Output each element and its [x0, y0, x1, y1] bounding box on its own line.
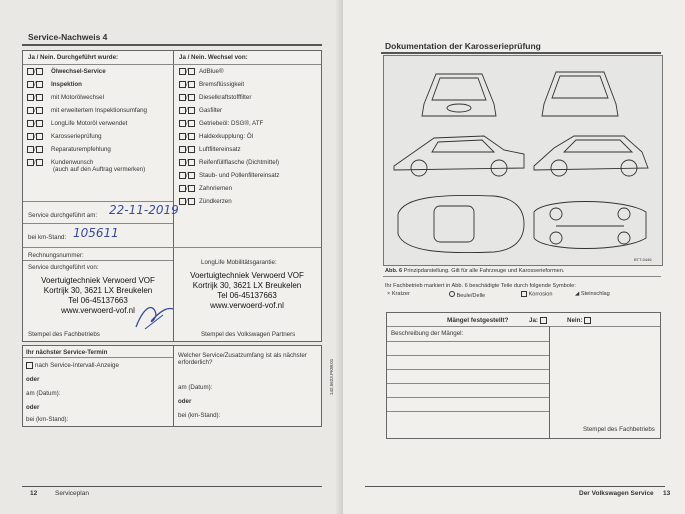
footer-left: Serviceplan: [55, 490, 89, 497]
col1-item: (auch auf den Auftrag vermerken): [53, 166, 146, 173]
defects-stamp-label: Stempel des Fachbetriebs: [583, 426, 655, 433]
symbol-dent: Beule/Delle: [449, 291, 485, 299]
checkbox-icon[interactable]: /: [27, 159, 43, 166]
checkbox-icon[interactable]: /: [179, 120, 195, 127]
spine-code: 142.5623.PKW.01: [329, 358, 334, 395]
km-label: bei km-Stand:: [28, 234, 67, 241]
bei-km-left: bei (km-Stand):: [26, 416, 69, 423]
invoice-label: Rechnungsnummer:: [28, 252, 84, 259]
stamp-right: Voertuigtechniek Verwoerd VOF Kortrijk 30, 3621 LX Breukelen Tel 06-45137663 www.verwoerd-vof.nl: [190, 271, 304, 310]
km-value[interactable]: 105611: [73, 226, 119, 240]
fig-code: BTT-0446: [634, 257, 652, 262]
col1-header: Ja / Nein. Durchgeführt wurde:: [28, 54, 119, 61]
col2-item: Getriebeöl: DSG®, ATF: [199, 120, 264, 127]
symbol-scratch: × Kratzer: [387, 291, 410, 297]
col2-item: Dieselkraftstofffilter: [199, 94, 252, 101]
car-outline-diagram: [384, 56, 662, 265]
oder-3: oder: [178, 398, 192, 405]
checkbox-icon[interactable]: /: [27, 146, 43, 153]
service-date-value[interactable]: 22-11-2019: [109, 203, 179, 217]
oder-1: oder: [26, 376, 40, 383]
right-page: [343, 0, 685, 514]
col1-item[interactable]: Reparaturempfehlung: [51, 146, 111, 153]
defects-label: Mängel festgestellt?: [447, 317, 509, 324]
checkbox-icon[interactable]: /: [179, 172, 195, 179]
next-service-table: [22, 345, 322, 427]
checkbox-icon[interactable]: /: [179, 107, 195, 114]
checkbox-icon[interactable]: /: [27, 133, 43, 140]
car-figure: [383, 55, 663, 266]
col1-item[interactable]: Inspektion: [51, 81, 82, 88]
fig-caption: Abb. 6 Prinzipdarstellung. Gilt für alle Fahrzeuge und Karosserieformen.: [385, 268, 565, 274]
longlife-label: LongLife Mobilitätsgarantie:: [201, 259, 277, 266]
am-datum-left: am (Datum):: [26, 390, 61, 397]
page-title: Service-Nachweis 4: [28, 32, 108, 42]
checkbox-icon[interactable]: /: [179, 133, 195, 140]
footer-right: Der Volkswagen Service: [579, 490, 654, 497]
col2-item: Staub- und Pollenfiltereinsatz: [199, 172, 280, 179]
oder-2: oder: [26, 404, 40, 411]
am-datum-right: am (Datum):: [178, 384, 213, 391]
checkbox-icon[interactable]: /: [27, 94, 43, 101]
checkbox-icon[interactable]: /: [179, 159, 195, 166]
col1-item[interactable]: mit erweitertem Inspektionsumfang: [51, 107, 147, 114]
col2-header: Ja / Nein. Wechsel von:: [179, 54, 248, 61]
stamp-label-right: Stempel des Volkswagen Partners: [201, 331, 296, 338]
defects-yes[interactable]: Ja:: [529, 317, 547, 324]
checkbox-icon[interactable]: /: [27, 81, 43, 88]
checkbox-icon[interactable]: /: [27, 120, 43, 127]
col2-item: Gasfilter: [199, 107, 223, 114]
page-number-right: 13: [663, 490, 671, 497]
which-service: Welcher Service/Zusatzumfang ist als nächster erforderlich?: [178, 352, 307, 366]
checkbox-icon[interactable]: /: [179, 146, 195, 153]
right-title: Dokumentation der Karosserieprüfung: [385, 41, 541, 51]
col2-item: AdBlue®: [199, 68, 224, 75]
col2-item: Bremsflüssigkeit: [199, 81, 245, 88]
symbol-corrosion: Korrosion: [521, 291, 553, 297]
col1-item[interactable]: Kundenwunsch: [51, 159, 94, 166]
checkbox-icon[interactable]: /: [179, 185, 195, 192]
defects-desc-label: Beschreibung der Mängel:: [391, 330, 464, 337]
next-interval: nach Service-Intervall-Anzeige: [26, 362, 119, 369]
signature: [133, 301, 178, 331]
stamp-left: Voertuigtechniek Verwoerd VOF Kortrijk 30, 3621 LX Breukelen Tel 06-45137663 www.verwoerd-vof.nl: [41, 276, 155, 315]
performed-by-label: Service durchgeführt von:: [28, 264, 99, 271]
defects-table: [386, 312, 661, 439]
service-date-label: Service durchgeführt am:: [28, 212, 98, 219]
checkbox-icon[interactable]: /: [179, 198, 195, 205]
checkbox-icon[interactable]: /: [179, 81, 195, 88]
page-number-left: 12: [30, 490, 38, 497]
next-service-title: Ihr nächster Service-Termin: [26, 349, 108, 356]
checkbox-icon[interactable]: /: [27, 68, 43, 75]
defects-no[interactable]: Nein:: [567, 317, 591, 324]
bei-km-right: bei (km-Stand):: [178, 412, 221, 419]
title-rule: [22, 44, 322, 46]
col1-item[interactable]: mit Motorölwechsel: [51, 94, 104, 101]
col2-item: Luftfiltereinsatz: [199, 146, 241, 153]
instruction: Ihr Fachbetrieb markiert in Abb. 6 beschädigte Teile durch folgende Symbole:: [385, 283, 576, 289]
col1-item[interactable]: Karosserieprüfung: [51, 133, 102, 140]
checkbox-icon[interactable]: /: [179, 94, 195, 101]
stamp-label-left: Stempel des Fachbetriebs: [28, 331, 100, 338]
checkbox-icon[interactable]: /: [179, 68, 195, 75]
checkbox-icon[interactable]: /: [27, 107, 43, 114]
symbol-stonechip: ◢ Steinschlag: [575, 291, 610, 297]
col2-item: Haldexkupplung: Öl: [199, 133, 254, 140]
col1-item[interactable]: Ölwechsel-Service: [51, 68, 106, 75]
col1-item[interactable]: LongLife Motoröl verwendet: [51, 120, 128, 127]
col2-item: Reifenfüllflasche (Dichtmittel): [199, 159, 280, 166]
col2-item: Zündkerzen: [199, 198, 232, 205]
col2-item: Zahnriemen: [199, 185, 233, 192]
service-table: [22, 50, 322, 342]
